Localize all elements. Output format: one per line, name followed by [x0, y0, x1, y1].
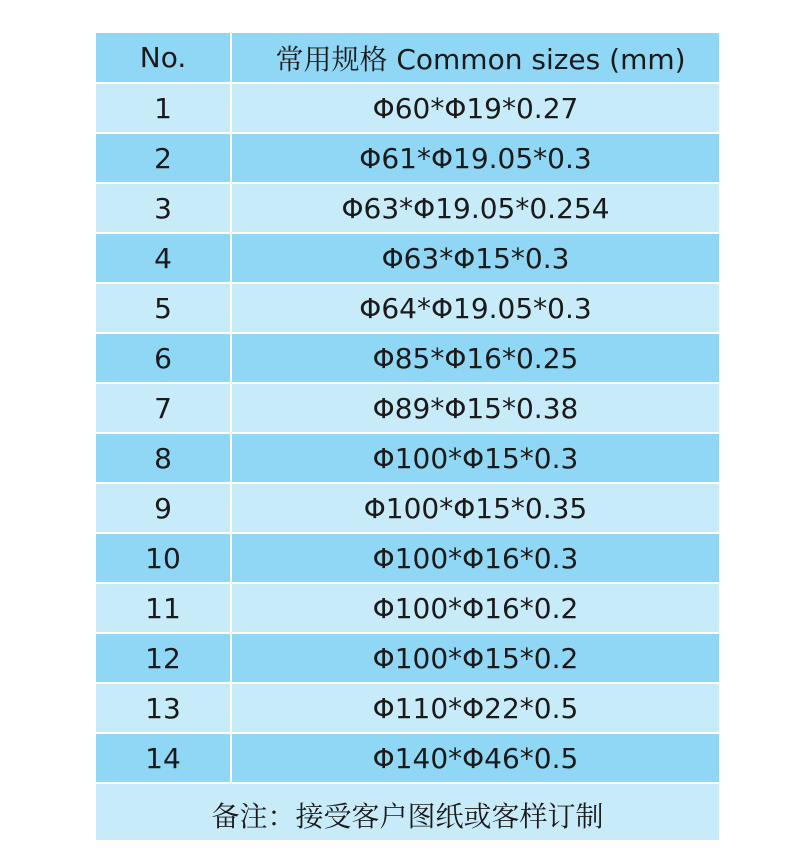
row-size-spec: Φ63*Φ15*0.3	[231, 233, 719, 283]
row-number: 1	[96, 83, 231, 133]
row-size-spec: Φ60*Φ19*0.27	[231, 83, 719, 133]
row-size-spec: Φ100*Φ16*0.3	[231, 533, 719, 583]
row-size-spec: Φ100*Φ15*0.35	[231, 483, 719, 533]
table-row	[96, 633, 719, 683]
common-sizes-table-container	[96, 33, 719, 840]
row-number: 9	[96, 483, 231, 533]
row-size-spec: Φ64*Φ19.05*0.3	[231, 283, 719, 333]
table-row	[96, 233, 719, 283]
row-size-spec: Φ61*Φ19.05*0.3	[231, 133, 719, 183]
table-body	[96, 83, 719, 783]
row-size-spec: Φ89*Φ15*0.38	[231, 383, 719, 433]
row-number: 3	[96, 183, 231, 233]
common-sizes-table	[96, 33, 719, 784]
table-note: 备注：接受客户图纸或客样订制	[96, 784, 719, 840]
row-size-spec: Φ85*Φ16*0.25	[231, 333, 719, 383]
row-number: 6	[96, 333, 231, 383]
row-number: 12	[96, 633, 231, 683]
table-row	[96, 683, 719, 733]
row-number: 13	[96, 683, 231, 733]
row-number: 14	[96, 733, 231, 783]
row-size-spec: Φ140*Φ46*0.5	[231, 733, 719, 783]
row-size-spec: Φ100*Φ15*0.3	[231, 433, 719, 483]
row-size-spec: Φ100*Φ15*0.2	[231, 633, 719, 683]
table-row	[96, 433, 719, 483]
table-row	[96, 83, 719, 133]
table-header-row	[96, 33, 719, 83]
row-size-spec: Φ100*Φ16*0.2	[231, 583, 719, 633]
table-row	[96, 183, 719, 233]
row-size-spec: Φ110*Φ22*0.5	[231, 683, 719, 733]
row-number: 7	[96, 383, 231, 433]
table-row	[96, 733, 719, 783]
row-number: 4	[96, 233, 231, 283]
header-no: No.	[96, 33, 231, 83]
header-common-sizes: 常用规格 Common sizes (mm)	[231, 33, 719, 83]
table-row	[96, 533, 719, 583]
table-row	[96, 483, 719, 533]
table-row	[96, 383, 719, 433]
table-row	[96, 133, 719, 183]
row-number: 2	[96, 133, 231, 183]
row-number: 10	[96, 533, 231, 583]
row-size-spec: Φ63*Φ19.05*0.254	[231, 183, 719, 233]
row-number: 5	[96, 283, 231, 333]
row-number: 11	[96, 583, 231, 633]
table-row	[96, 583, 719, 633]
table-row	[96, 333, 719, 383]
row-number: 8	[96, 433, 231, 483]
table-row	[96, 283, 719, 333]
